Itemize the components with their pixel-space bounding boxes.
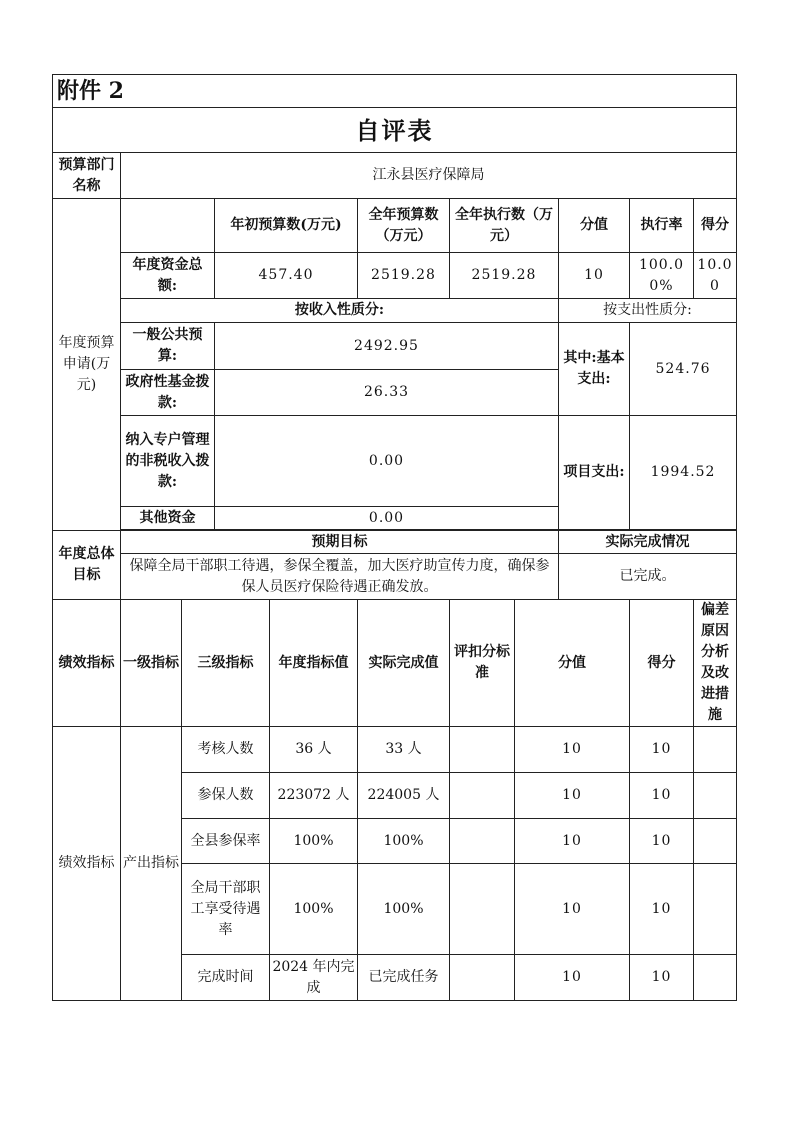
perf-row-score-value: 10 bbox=[515, 773, 630, 819]
goals-actual-text: 已完成。 bbox=[559, 554, 737, 600]
perf-row-deviation bbox=[694, 819, 737, 864]
budget-header-score-value: 分值 bbox=[559, 199, 630, 253]
perf-row-indicator: 完成时间 bbox=[182, 955, 270, 1001]
perf-row-indicator: 全局干部职工享受待遇率 bbox=[182, 864, 270, 955]
income-value-special: 0.00 bbox=[215, 416, 559, 507]
perf-section-label: 绩效指标 bbox=[53, 727, 121, 1001]
perf-row-indicator: 全县参保率 bbox=[182, 819, 270, 864]
attachment-label: 附件 2 bbox=[53, 75, 737, 108]
form-title: 自评表 bbox=[53, 108, 737, 153]
perf-row-standard bbox=[450, 819, 515, 864]
income-label-special: 纳入专户管理的非税收入拨款: bbox=[121, 416, 215, 507]
perf-row-actual: 已完成任务 bbox=[358, 955, 450, 1001]
perf-row-standard bbox=[450, 955, 515, 1001]
perf-row-score-value: 10 bbox=[515, 864, 630, 955]
income-label-general: 一般公共预算: bbox=[121, 323, 215, 370]
perf-row-target: 100% bbox=[270, 819, 358, 864]
budget-header-initial: 年初预算数(万元) bbox=[215, 199, 358, 253]
perf-row-deviation bbox=[694, 864, 737, 955]
perf-row-target: 2024 年内完成 bbox=[270, 955, 358, 1001]
perf-header-level3: 三级指标 bbox=[182, 600, 270, 727]
perf-row-target: 223072 人 bbox=[270, 773, 358, 819]
total-score-value: 10 bbox=[559, 253, 630, 299]
expense-header: 按支出性质分: bbox=[559, 299, 737, 323]
perf-header-standard: 评扣分标准 bbox=[450, 600, 515, 727]
self-evaluation-form bbox=[52, 74, 736, 1001]
perf-row-indicator: 考核人数 bbox=[182, 727, 270, 773]
dept-label: 预算部门名称 bbox=[53, 153, 121, 199]
expense-value-project: 1994.52 bbox=[630, 416, 737, 530]
income-label-other: 其他资金 bbox=[121, 507, 215, 530]
perf-row-score: 10 bbox=[630, 955, 694, 1001]
income-header: 按收入性质分: bbox=[121, 299, 559, 323]
budget-header-executed: 全年执行数（万元） bbox=[450, 199, 559, 253]
expense-label-basic: 其中:基本支出: bbox=[559, 323, 630, 416]
perf-row-deviation bbox=[694, 955, 737, 1001]
budget-header-annual: 全年预算数（万元） bbox=[358, 199, 450, 253]
perf-header-level1: 一级指标 bbox=[121, 600, 182, 727]
perf-header-target: 年度指标值 bbox=[270, 600, 358, 727]
goals-actual-header: 实际完成情况 bbox=[559, 531, 737, 554]
perf-header-actual: 实际完成值 bbox=[358, 600, 450, 727]
total-exec-rate: 100.00% bbox=[630, 253, 694, 299]
perf-row-score: 10 bbox=[630, 773, 694, 819]
perf-header-deviation: 偏差原因分析及改进措施 bbox=[694, 600, 737, 727]
income-value-other: 0.00 bbox=[215, 507, 559, 530]
income-value-general: 2492.95 bbox=[215, 323, 559, 370]
perf-row-actual: 33 人 bbox=[358, 727, 450, 773]
perf-row-actual: 100% bbox=[358, 864, 450, 955]
total-label: 年度资金总额: bbox=[121, 253, 215, 299]
perf-row-score: 10 bbox=[630, 864, 694, 955]
perf-level1: 产出指标 bbox=[121, 727, 182, 1001]
perf-row-score-value: 10 bbox=[515, 819, 630, 864]
perf-header-indicator: 绩效指标 bbox=[53, 600, 121, 727]
perf-row-score: 10 bbox=[630, 727, 694, 773]
goals-expected-text: 保障全局干部职工待遇，参保全覆盖，加大医疗助宣传力度，确保参保人员医疗保险待遇正确发放。 bbox=[121, 554, 559, 600]
perf-row-actual: 224005 人 bbox=[358, 773, 450, 819]
goals-label: 年度总体目标 bbox=[53, 531, 121, 600]
budget-header-blank bbox=[121, 199, 215, 253]
perf-row-actual: 100% bbox=[358, 819, 450, 864]
perf-header-score: 得分 bbox=[630, 600, 694, 727]
dept-value: 江永县医疗保障局 bbox=[121, 153, 737, 199]
income-label-gov-fund: 政府性基金拨款: bbox=[121, 370, 215, 416]
total-initial: 457.40 bbox=[215, 253, 358, 299]
perf-row-standard bbox=[450, 727, 515, 773]
budget-header-exec-rate: 执行率 bbox=[630, 199, 694, 253]
perf-row-deviation bbox=[694, 773, 737, 819]
perf-header-score-value: 分值 bbox=[515, 600, 630, 727]
budget-header-score: 得分 bbox=[694, 199, 737, 253]
perf-row-score: 10 bbox=[630, 819, 694, 864]
perf-row-score-value: 10 bbox=[515, 955, 630, 1001]
budget-section-label: 年度预算申请(万元) bbox=[53, 199, 121, 531]
perf-row-standard bbox=[450, 773, 515, 819]
goals-expected-header: 预期目标 bbox=[121, 531, 559, 554]
total-executed: 2519.28 bbox=[450, 253, 559, 299]
perf-row-target: 100% bbox=[270, 864, 358, 955]
expense-label-project: 项目支出: bbox=[559, 416, 630, 530]
perf-row-score-value: 10 bbox=[515, 727, 630, 773]
expense-value-basic: 524.76 bbox=[630, 323, 737, 416]
evaluation-table bbox=[52, 74, 737, 1001]
perf-row-target: 36 人 bbox=[270, 727, 358, 773]
perf-row-standard bbox=[450, 864, 515, 955]
perf-row-indicator: 参保人数 bbox=[182, 773, 270, 819]
perf-row-deviation bbox=[694, 727, 737, 773]
total-score: 10.00 bbox=[694, 253, 737, 299]
income-value-gov-fund: 26.33 bbox=[215, 370, 559, 416]
total-annual: 2519.28 bbox=[358, 253, 450, 299]
